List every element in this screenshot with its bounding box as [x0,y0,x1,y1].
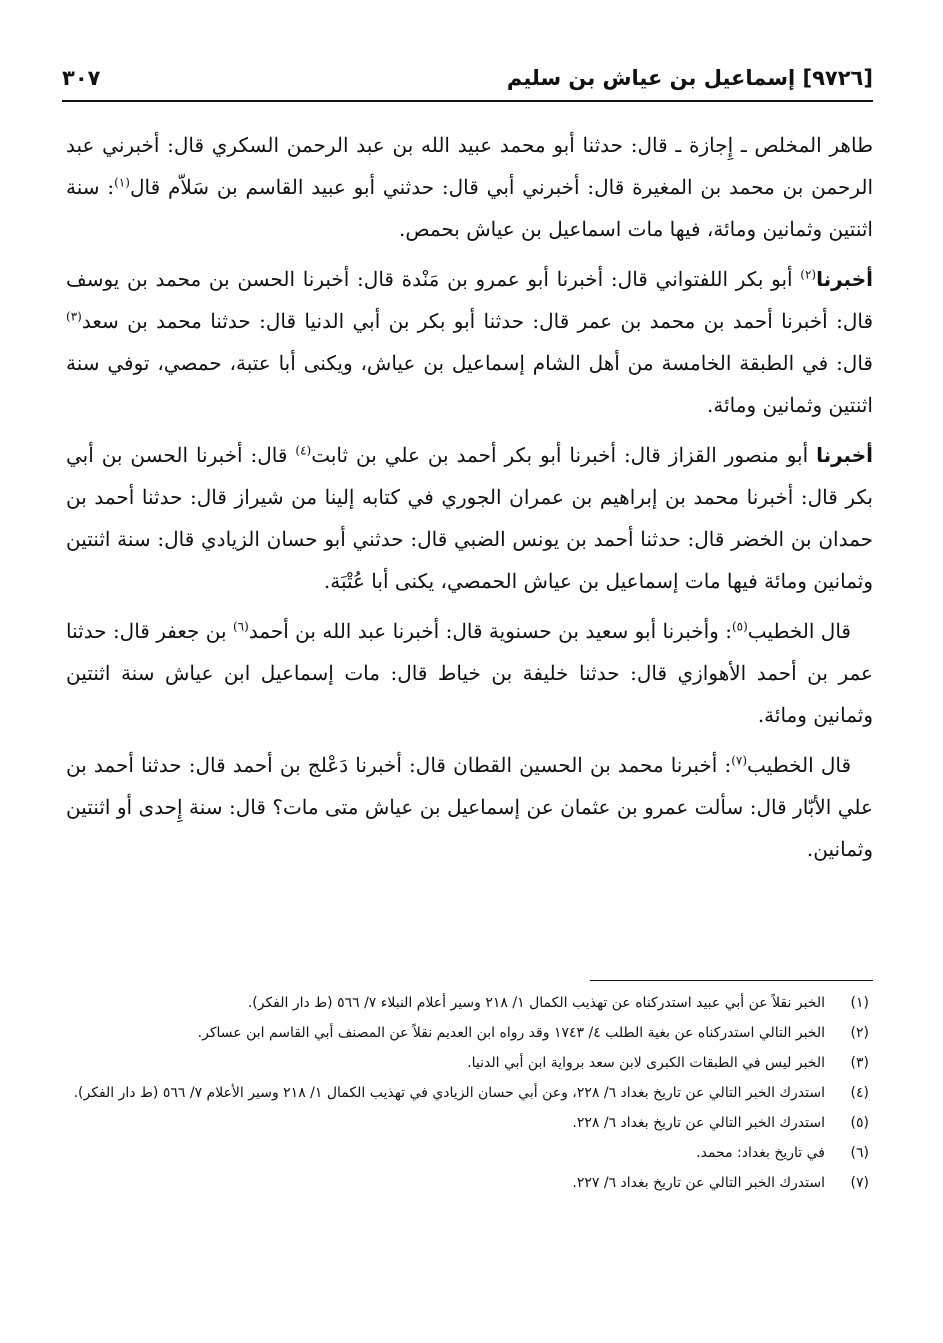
footnote-ref[interactable]: (٢) [800,267,817,282]
paragraph-lead: أخبرنا [816,443,873,467]
footnote-item [66,990,869,1017]
paragraph-4 [66,610,873,736]
paragraph-text: قال: في الطبقة الخامسة من أهل الشام إسماعيل بن عياش، ويكنى أبا عتبة، حمصي، توفي سنة اثنتين وثمانين ومائة. [66,351,873,417]
footnote-text: استدرك الخبر التالي عن تاريخ بغداد ٦/ ٢٢٧. [572,1175,825,1191]
footnote-number: (٦) [850,1145,869,1161]
footnote-ref[interactable]: (٤) [295,443,312,458]
footnote-number: (٣) [850,1055,869,1071]
paragraph-text: : أخبرنا محمد بن الحسين القطان قال: أخبرنا دَعْلج بن أحمد قال: حدثنا أحمد بن علي الأبّار قال: سألت عمرو بن عثمان عن إسماعيل بن عياش متى مات؟ قال: سنة إِحدى أو اثنتين وثمانين. [66,753,873,861]
footnote-text: الخبر نقلاً عن أبي عبيد استدركناه عن تهذيب الكمال ١/ ٢١٨ وسير أعلام النبلاء ٧/ ٥٦٦ (ط دار الفكر). [247,995,825,1011]
footnote-text: استدرك الخبر التالي عن تاريخ بغداد ٦/ ٢٢٨. [572,1115,825,1131]
footnote-ref[interactable]: (١) [114,175,130,190]
paragraph-text: بن جعفر قال: حدثنا عمر بن أحمد الأهوازي قال: حدثنا خليفة بن خياط قال: مات إسماعيل ابن عياش سنة اثنتين وثمانين ومائة. [66,619,873,727]
footnote-number: (٥) [850,1115,869,1131]
footnote-item [66,1110,869,1137]
paragraph-text: قال: أخبرنا الحسن بن أبي بكر قال: أخبرنا محمد بن إبراهيم بن عمران الجوري في كتابه إلينا من شيراز قال: حدثنا أحمد بن حمدان بن الخضر قال: حدثنا أحمد بن يونس الضبي قال: حدثني أبو حسان الزيادي قال: سنة اثنتين وثمانين ومائة فيها مات إسماعيل بن عياش الحمصي، يكنى أبا عُتْبَة. [66,443,873,593]
footnote-ref[interactable]: (٣) [66,309,82,324]
footnote-number: (٧) [850,1175,869,1191]
running-header [62,64,873,98]
footnote-divider [590,980,873,981]
footnote-item [66,1170,869,1197]
footnote-number: (١) [850,995,869,1011]
paragraph-text: أبو منصور القزاز قال: أخبرنا أبو بكر أحمد بن علي بن ثابت [311,443,817,467]
footnote-text: الخبر ليس في الطبقات الكبرى لابن سعد برواية ابن أبي الدنيا. [467,1055,825,1071]
footnote-ref[interactable]: (٦) [232,619,249,634]
footnote-number: (٤) [850,1085,869,1101]
paragraph-text: أبو بكر اللفتواني قال: أخبرنا أبو عمرو بن مَنْدة قال: أخبرنا الحسن بن محمد بن يوسف قال: أخبرنا أحمد بن محمد بن عمر قال: حدثنا أبو بكر بن أبي الدنيا قال: حدثنا محمد بن سعد [66,267,873,333]
paragraph-text: قال الخطيب [747,619,851,643]
paragraph-text: طاهر المخلص ـ إِجازة ـ قال: حدثنا أبو محمد عبيد الله بن عبد الرحمن السكري قال: أخبرني عبد الرحمن بن محمد بن المغيرة قال: أخبرني أبي قال: حدثني أبو عبيد القاسم بن سَلاّم قال [66,133,873,199]
running-title: [٩٧٢٦] إسماعيل بن عياش بن سليم [506,66,873,90]
footnote-item [66,1080,869,1107]
footnote-item [66,1020,869,1047]
footnote-item [66,1140,869,1167]
paragraph-text: قال الخطيب [747,753,851,777]
paragraph-3 [66,434,873,602]
paragraph-1 [66,124,873,250]
footnote-ref[interactable]: (٥) [731,619,748,634]
footnote-ref[interactable]: (٧) [731,753,748,768]
main-text [66,124,873,878]
paragraph-2 [66,258,873,426]
paragraph-text: : وأخبرنا أبو سعيد بن حسنوية قال: أخبرنا عبد الله بن أحمد [248,619,732,643]
footnote-text: الخبر التالي استدركناه عن بغية الطلب ٤/ ١٧٤٣ وقد رواه ابن العديم نقلاً عن المصنف أبي القاسم ابن عساكر. [197,1025,825,1041]
paragraph-text: : سنة اثنتين وثمانين ومائة، فيها مات اسماعيل بن عياش بحمص. [66,175,873,241]
header-divider [62,100,873,102]
paragraph-5 [66,744,873,870]
page-number: ٣٠٧ [62,66,101,90]
footnote-item [66,1050,869,1077]
footnote-text: استدرك الخبر التالي عن تاريخ بغداد ٦/ ٢٢٨، وعن أبي حسان الزيادي في تهذيب الكمال ١/ ٢١٨ وسير الأعلام ٧/ ٥٦٦ (ط دار الفكر). [73,1085,825,1101]
footnotes-section [66,990,869,1200]
footnote-text: في تاريخ بغداد: محمد. [696,1145,825,1161]
paragraph-lead: أخبرنا [816,267,873,291]
footnote-number: (٢) [850,1025,869,1041]
